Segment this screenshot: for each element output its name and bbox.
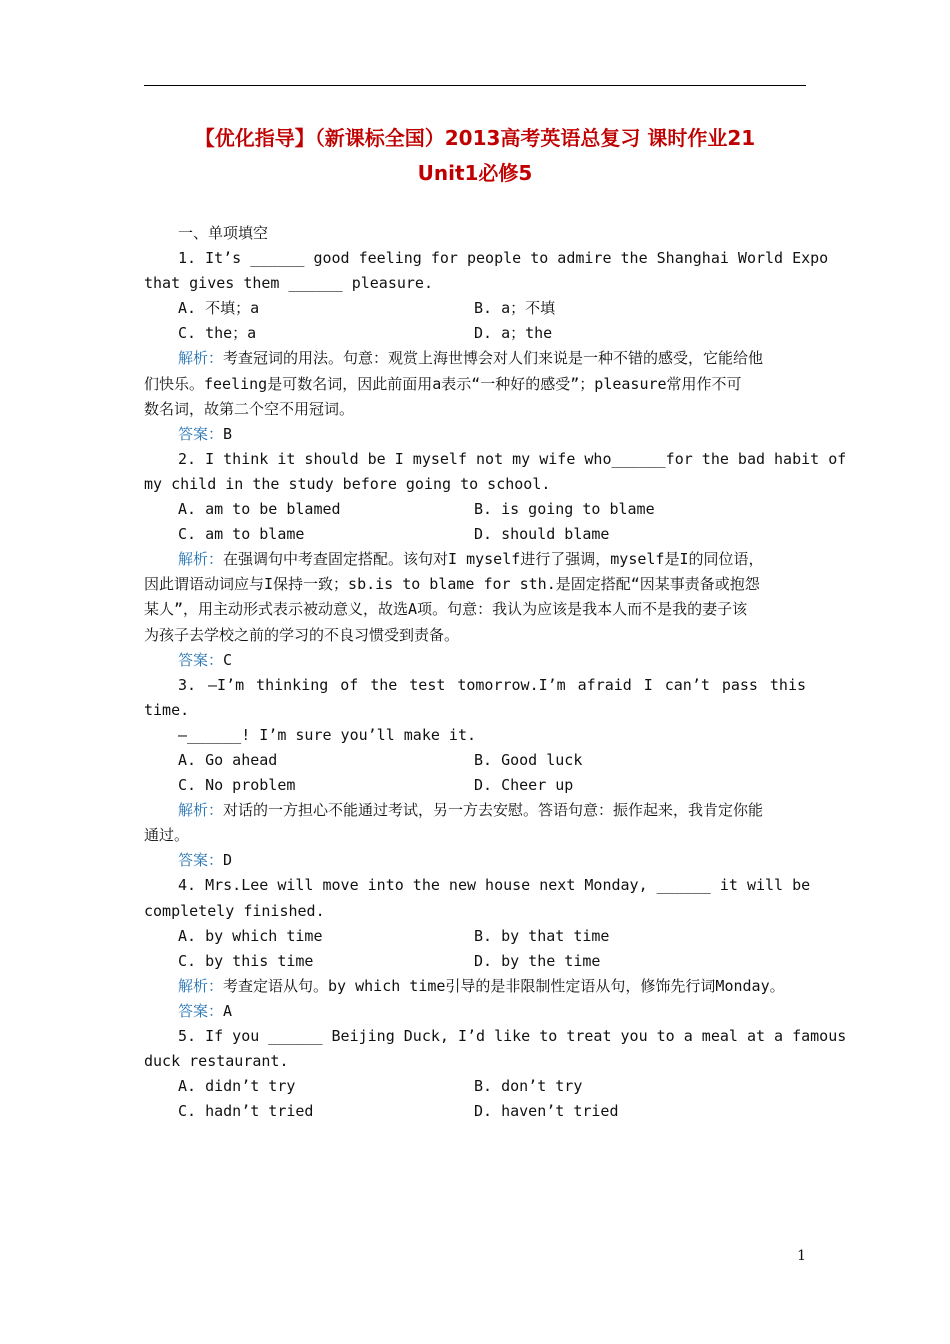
question-3-options-cd [144,773,806,798]
question-2-analysis: 解析：在强调句中考查固定搭配。该句对I myself进行了强调，myself是I的同位语， [178,550,764,569]
question-1-line2: that gives them ______ pleasure. [144,274,433,293]
option-c: C. by this time [178,951,314,970]
question-1-analysis-line2: 们快乐。feeling是可数名词，因此前面用a表示“一种好的感受”；pleasure常用作不可 [144,374,742,393]
question-1-analysis-line3: 数名词，故第二个空不用冠词。 [144,399,355,418]
question-1-line1: 1. It’s ______ good feeling for people to admire the Shanghai World Expo [178,249,829,268]
analysis-label: 解析： [178,349,224,368]
question-5-options-cd [144,1099,806,1124]
answer-label: 答案： [178,851,224,870]
option-c: C. No problem [178,776,296,795]
question-1-options-ab [144,296,806,321]
analysis-label: 解析： [178,550,224,569]
section-heading: 一、单项填空 [178,224,269,242]
option-a: A. didn’t try [178,1077,296,1096]
exercise-content [144,221,847,1124]
option-a: A. 不填；a [178,299,260,318]
question-4-line2: completely finished. [144,901,325,920]
analysis-label: 解析： [178,976,224,995]
question-4-options-ab [144,924,806,949]
question-2-answer: 答案：C [178,650,233,669]
option-c: C. am to blame [178,525,305,544]
question-2-options-cd [144,522,806,547]
question-5-line1: 5. If you ______ Beijing Duck, I’d like to treat you to a meal at a famous [178,1027,847,1045]
option-d: D. by the time [474,951,601,970]
option-c: C. the；a [178,324,257,343]
document-title-line2: Unit1必修5 [417,161,533,185]
document-title-line1: 【优化指导】（新课标全国）2013高考英语总复习 课时作业21 [194,126,756,150]
question-4-line1: 4. Mrs.Lee will move into the new house next Monday, ______ it will be [178,876,811,895]
page-number: 1 [797,1248,806,1264]
option-a: A. by which time [178,926,323,945]
option-b: B. don’t try [474,1077,583,1096]
question-3-line1: 3. —I’m thinking of the test tomorrow.I’m afraid I can’t pass this [178,675,806,694]
question-3-answer: 答案：D [178,851,233,870]
option-d: D. a；the [474,324,553,343]
question-2-analysis-line3: 某人”，用主动形式表示被动意义，故选A项。句意：我认为应该是我本人而不是我的妻子该 [144,600,748,619]
question-2-analysis-line4: 为孩子去学校之前的学习的不良习惯受到责备。 [144,625,460,644]
question-3-line2: time. [144,700,190,719]
option-d: D. haven’t tried [474,1102,619,1121]
question-1-options-cd [144,321,806,346]
question-5-options-ab [144,1074,806,1099]
question-4-analysis: 解析：考查定语从句。by which time引导的是非限制性定语从句，修饰先行词Monday。 [178,976,785,995]
question-2-options-ab [144,497,806,522]
question-5-line2: duck restaurant. [144,1052,289,1071]
option-a: A. am to be blamed [178,500,341,519]
question-2-line1: 2. I think it should be I myself not my wife who______for the bad habit of [178,449,847,468]
question-3-line3: —______! I’m sure you’ll make it. [178,725,477,744]
option-c: C. hadn’t tried [178,1102,314,1121]
question-3-analysis: 解析：对话的一方担心不能通过考试，另一方去安慰。答语句意：振作起来，我肯定你能 [178,801,764,820]
question-3-analysis-line2: 通过。 [144,826,190,845]
question-1-analysis: 解析：考查冠词的用法。句意：观赏上海世博会对人们来说是一种不错的感受，它能给他 [178,349,764,368]
answer-label: 答案： [178,1001,224,1020]
header-rule [144,85,806,86]
question-1-answer: 答案：B [178,424,233,443]
question-4-answer: 答案：A [178,1001,233,1020]
option-b: B. is going to blame [474,500,655,519]
option-b: B. Good luck [474,750,583,769]
answer-label: 答案： [178,424,224,443]
question-2-analysis-line2: 因此谓语动词应与I保持一致；sb.is to blame for sth.是固定搭配“因某事责备或抱怨 [144,575,760,594]
analysis-label: 解析： [178,801,224,820]
option-d: D. should blame [474,525,610,544]
answer-label: 答案： [178,650,224,669]
question-3-options-ab [144,748,806,773]
question-4-options-cd [144,949,806,974]
option-a: A. Go ahead [178,750,278,769]
option-b: B. a；不填 [474,299,556,318]
question-2-line2: my child in the study before going to school. [144,474,551,493]
option-b: B. by that time [474,926,610,945]
option-d: D. Cheer up [474,776,574,795]
